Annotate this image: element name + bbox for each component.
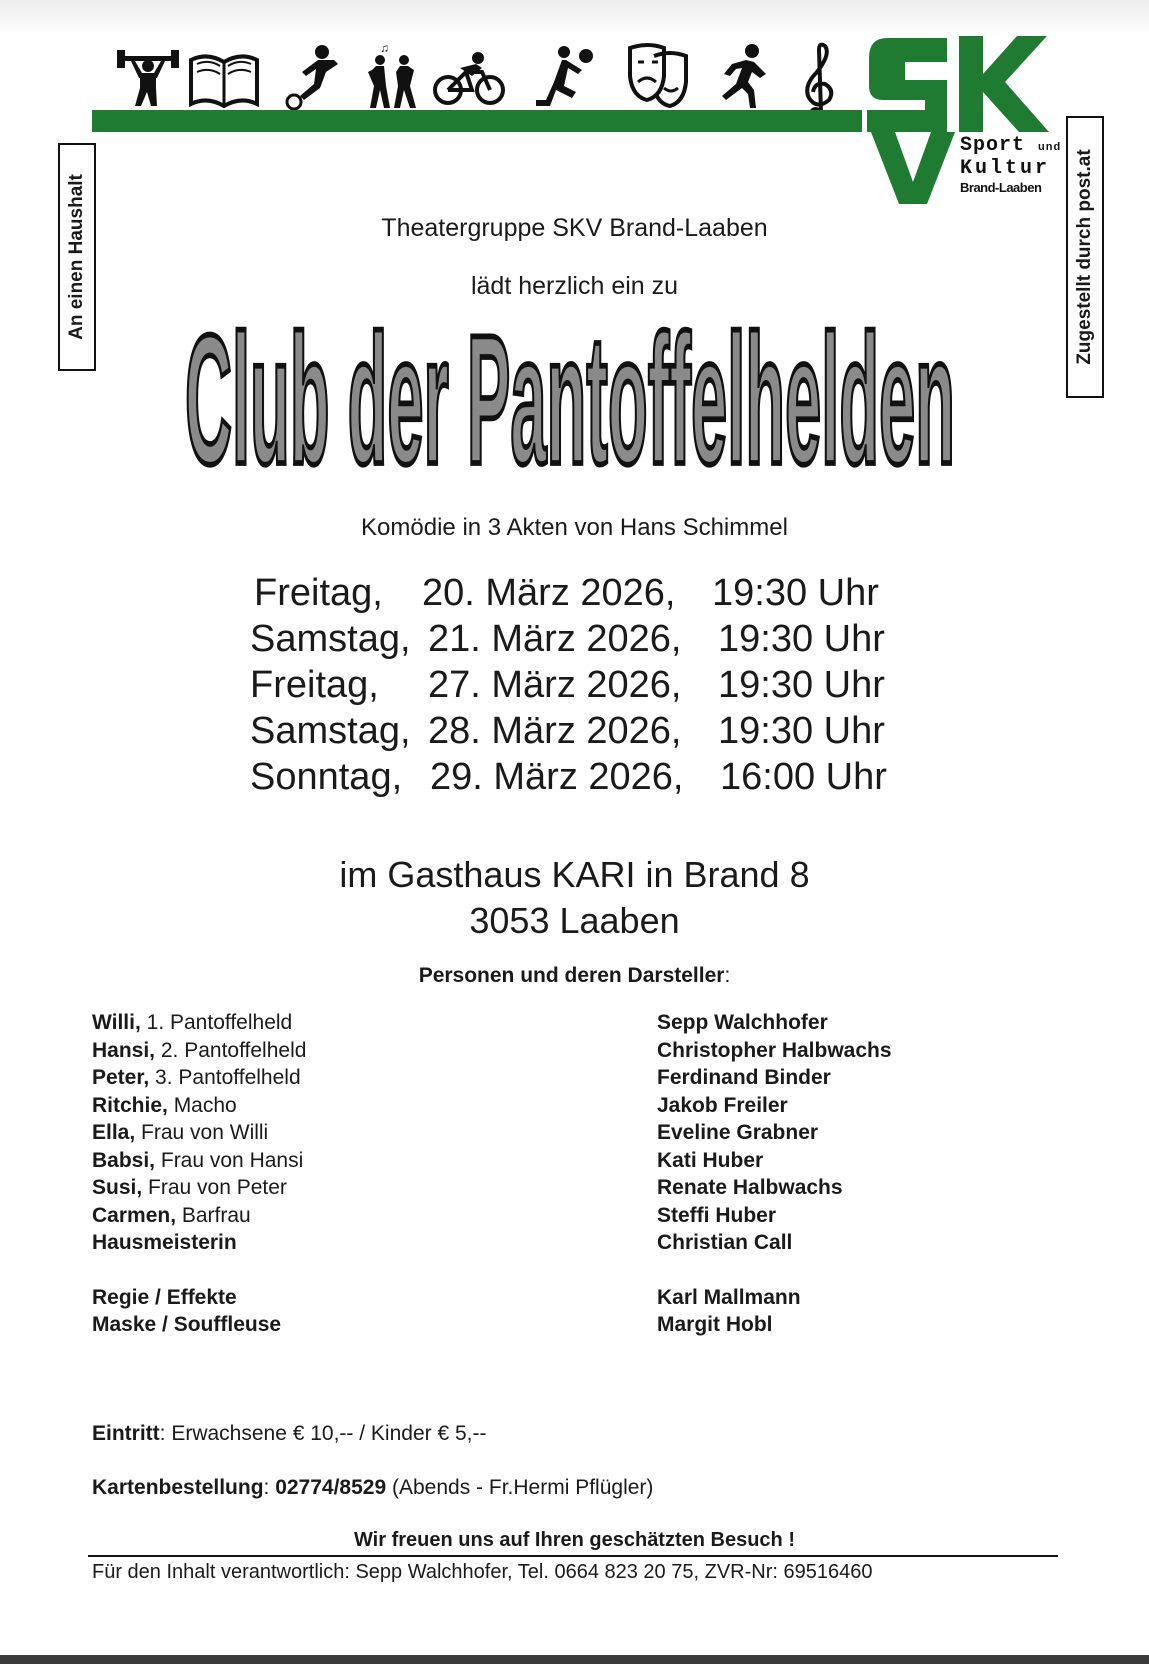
date-time: 19:30 Uhr [718,618,885,660]
character-role: 1. Pantoffelheld [140,1011,293,1034]
household-label: An einen Haushalt [66,174,87,340]
venue-name: im Gasthaus KARI in Brand 8 [339,854,810,895]
actor-name: Sepp Walchhofer [657,1011,828,1034]
footer-rule [88,1555,1058,1557]
admission-info: Eintritt: Erwachsene € 10,-- / Kinder € 5,-- [92,1422,487,1445]
postal-label: Zugestellt durch post.at [1074,149,1095,365]
cyclist-icon [432,42,506,112]
date-date: 29. März 2026, [430,756,684,798]
ticket-info: Kartenbestellung: 02774/8529 (Abends - Fr.Hermi Pflügler) [92,1476,654,1499]
date-date: 27. März 2026, [428,664,682,706]
crew-name: Margit Hobl [657,1313,773,1336]
logo-wordmark: Sport und Kultur Brand-Laaben [960,134,1062,195]
actor-name: Eveline Grabner [657,1121,819,1144]
actor-name: Christian Call [657,1231,793,1254]
actor-name: Renate Halbwachs [657,1176,843,1199]
character-name: Babsi, [92,1148,156,1172]
character-name: Peter, [92,1066,150,1089]
character-role: Macho [167,1093,237,1117]
play-title [170,302,970,500]
cast-heading: Personen und deren Darsteller: [418,964,731,987]
actor-name: Jakob Freiler [657,1093,788,1117]
organizer-line: Theatergruppe SKV Brand-Laaben [381,214,768,242]
date-day: Samstag, [250,618,411,660]
character-role: 2. Pantoffelheld [155,1038,307,1062]
character-role: Frau von Hansi [155,1148,304,1172]
dancers-icon [364,42,422,114]
character-role: Frau von Peter [142,1176,287,1199]
actor-name: Ferdinand Binder [657,1066,831,1089]
date-time: 19:30 Uhr [712,572,879,614]
character-name: Hansi, [92,1038,156,1062]
play-subtitle: Komödie in 3 Akten von Hans Schimmel [361,514,788,541]
character-name: Susi, [92,1176,143,1199]
character-role: Barfrau [176,1203,251,1227]
crew-role: Regie / Effekte [92,1285,237,1309]
runner-icon [712,42,772,112]
household-label-box [58,143,96,371]
play-title-text: Club der Pantoffelhelden [184,302,955,500]
date-day: Freitag, [254,572,383,614]
date-date: 21. März 2026, [428,618,682,660]
date-date: 28. März 2026, [428,710,682,752]
venue-town: 3053 Laaben [469,900,680,941]
volleyball-player-icon [532,42,598,114]
character-role: 3. Pantoffelheld [149,1066,301,1089]
character-role: Frau von Willi [135,1121,269,1144]
character-name: Ritchie, [92,1093,168,1117]
invitation-line: lädt herzlich ein zu [470,272,679,300]
crew-role: Maske / Souffleuse [92,1313,282,1336]
ticket-phone: 02774/8529 [275,1476,387,1499]
crew-name: Karl Mallmann [657,1285,801,1309]
weightlifter-icon [117,42,179,112]
header-green-bar [92,110,862,132]
soccer-player-icon [282,42,344,112]
character-name: Ella, [92,1121,136,1144]
date-time: 19:30 Uhr [718,664,885,706]
theater-masks-icon [624,42,690,112]
actor-name: Kati Huber [657,1148,764,1172]
date-day: Sonntag, [250,756,403,798]
date-time: 16:00 Uhr [720,756,887,798]
character-name: Willi, [92,1011,141,1034]
date-time: 19:30 Uhr [718,710,885,752]
actor-name: Steffi Huber [657,1203,777,1227]
top-shadow [0,0,1149,36]
character-name: Hausmeisterin [92,1231,237,1254]
svg-text:♫: ♫ [380,42,389,55]
footer-imprint: Für den Inhalt verantwortlich: Sepp Walchhofer, Tel. 0664 823 20 75, ZVR-Nr: 69516460 [92,1561,873,1583]
open-book-icon [187,42,261,112]
date-day: Samstag, [250,710,411,752]
closing-line: Wir freuen uns auf Ihren geschätzten Besuch ! [353,1529,795,1551]
postal-label-box [1066,116,1104,398]
bottom-edge [0,1655,1149,1664]
date-day: Freitag, [250,664,379,706]
character-name: Carmen, [92,1203,177,1227]
actor-name: Christopher Halbwachs [657,1038,892,1062]
date-date: 20. März 2026, [422,572,676,614]
